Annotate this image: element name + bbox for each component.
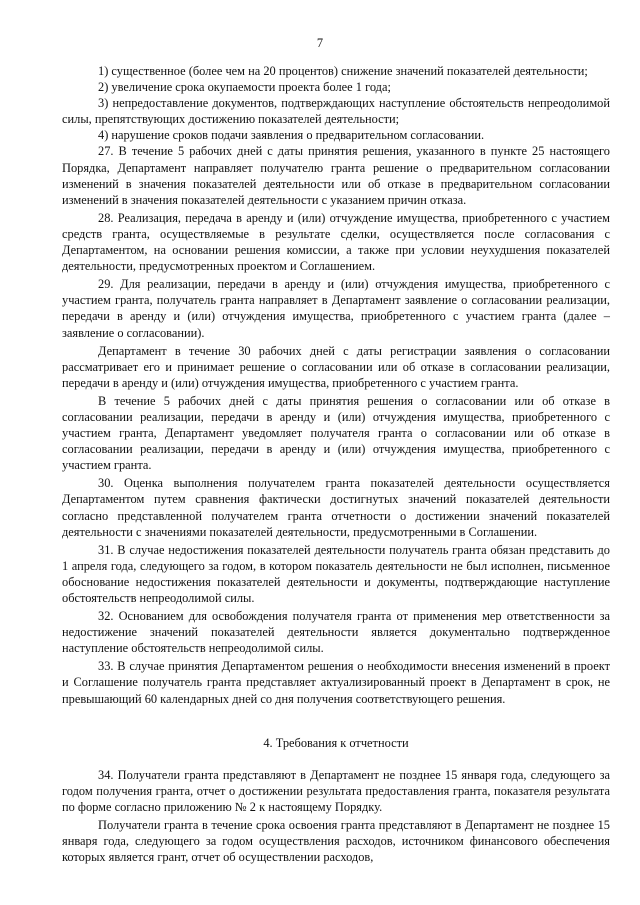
paragraph-33: 33. В случае принятия Департаментом решения о необходимости внесения изменений в проект и Соглашение получатель гранта представляет актуализированный проект в Департамент в срок, не превышающий 60 календарных дней со дня получения соответствующего решения.: [62, 659, 610, 706]
paragraph-item-1: 1) существенное (более чем на 20 процентов) снижение значений показателей деятельности;: [98, 64, 588, 78]
paragraph-30: 30. Оценка выполнения получателем гранта показателей деятельности осуществляется Департаментом путем сравнения фактически достигнутых значений показателей деятельности согласно представленной получателем гранта отчетности о достижении значений показателей деятельности с значениями показателей деятельности, предусмотренными в Соглашении.: [62, 476, 610, 539]
paragraph-item-4: 4) нарушение сроков подачи заявления о предварительном согласовании.: [98, 128, 485, 143]
paragraph-34-expenses: Получатели гранта в течение срока освоения гранта представляют в Департамент не позднее 15 января года, следующего за годом осуществления расходов, источником финансового обеспечения которых является грант, отчет об осуществлении расходов,: [62, 817, 610, 865]
paragraph-27: 27. В течение 5 рабочих дней с даты принятия решения, указанного в пункте 25 настоящего Порядка, Департамент направляет получателю гранта решение о предварительном согласовании изменений в значения показателей деятельности или об отказе в предварительном согласовании изменений в значения показателей деятельности с указанием причин отказа.: [62, 144, 610, 207]
paragraph-29-review: Департамент в течение 30 рабочих дней с даты регистрации заявления о согласовании рассматривает его и принимает решение о согласовании или об отказе в согласовании реализации, передачи в аренду и (или) отчуждения имущества, приобретенного с участием гранта.: [62, 343, 610, 390]
section-heading: 4. Требования к отчетности: [263, 735, 409, 750]
page-number: 7: [316, 36, 324, 50]
paragraph-item-2: 2) увеличение срока окупаемости проекта более 1 года;: [98, 80, 391, 95]
paragraph-28: 28. Реализация, передача в аренду и (или) отчуждение имущества, приобретенного с участием средств гранта, осуществляемые в результате сделки, осуществляется после согласования с Департаментом, на основании решения комиссии, а также при условии неухудшения показателей деятельности, предусмотренных проектом и Соглашением.: [62, 210, 610, 274]
paragraph-32: 32. Основанием для освобождения получателя гранта от применения мер ответственности за недостижение значений показателей деятельности является документально подтвержденное наступление обстоятельств непреодолимой силы.: [62, 609, 610, 656]
paragraph-29: 29. Для реализации, передачи в аренду и (или) отчуждения имущества, приобретенного с участием гранта, получатель гранта направляет в Департамент заявление о согласовании реализации, передачи в аренду и (или) отчуждения имущества, приобретенного с участием гранта (далее – заявление о согласовании).: [62, 277, 610, 340]
paragraph-34: 34. Получатели гранта представляют в Департамент не позднее 15 января года, следующего за годом получения гранта, отчет о достижении результата предоставления гранта, показателя результата по форме согласно приложению № 2 к настоящему Порядку.: [62, 767, 610, 814]
paragraph-29-notify: В течение 5 рабочих дней с даты принятия решения о согласовании или об отказе в согласовании реализации, передачи в аренду и (или) отчуждения имущества, приобретенного с участием гранта, Департамент уведомляет получателя гранта о согласовании или об отказе в согласовании реализации, передачи в аренду и (или) отчуждения имущества, приобретенного с участием гранта.: [62, 393, 610, 473]
paragraph-item-3: 3) непредоставление документов, подтверждающих наступление обстоятельств непреодолимой силы, препятствующих достижению показателей деятельности;: [62, 96, 610, 127]
paragraph-31: 31. В случае недостижения показателей деятельности получатель гранта обязан представить до 1 апреля года, следующего за годом, в котором показатель деятельности не был исполнен, письменное обоснование недостижения показателей деятельности и документы, подтверждающие наступление обстоятельств непреодолимой силы.: [62, 542, 610, 605]
document-body: [62, 63, 610, 865]
